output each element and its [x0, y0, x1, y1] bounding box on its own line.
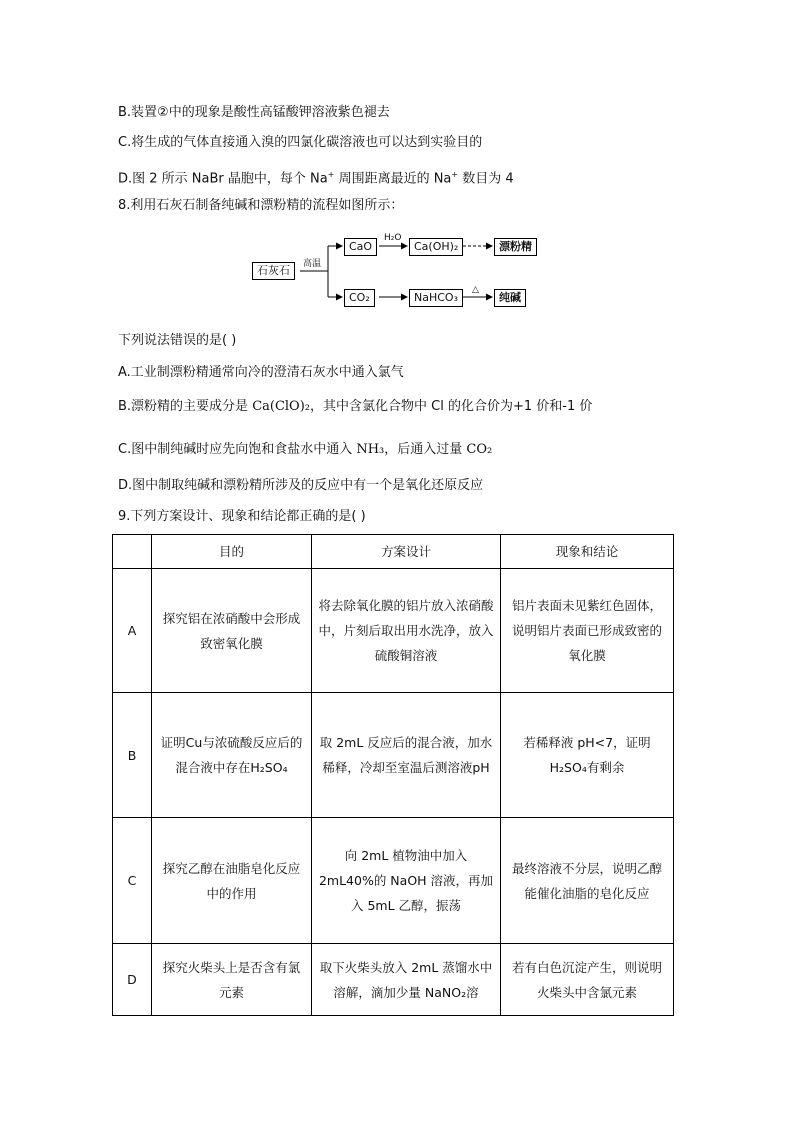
- flow-diagram-arrows: [0, 0, 794, 320]
- q8-stem: 8.利用石灰石制备纯碱和漂粉精的流程如图所示：: [118, 198, 404, 213]
- row-result: 最终溶液不分层，说明乙醇能催化油脂的皂化反应: [501, 818, 674, 944]
- row-result: 若有白色沉淀产生，则说明火柴头中含氯元素: [501, 944, 674, 1016]
- table-row: [113, 818, 674, 944]
- flow-node-co2: CO₂: [344, 289, 375, 307]
- table-header-row: [113, 535, 674, 569]
- row-key: A: [113, 569, 152, 693]
- row-key: B: [113, 693, 152, 818]
- q9-table: [112, 534, 674, 1016]
- flow-node-bleach-powder: 漂粉精: [494, 238, 537, 256]
- flow-label-heat: △: [472, 285, 479, 295]
- table-row: [113, 693, 674, 818]
- table-row: [113, 944, 674, 1016]
- row-purpose: 探究铝在浓硝酸中会形成致密氧化膜: [152, 569, 312, 693]
- q7-option-d: D.图 2 所示 NaBr 晶胞中，每个 Na+ 周围距离最近的 Na+ 数目为 4: [118, 170, 514, 187]
- row-design: 取 2mL 反应后的混合液，加水稀释，冷却至室温后测溶液pH: [312, 693, 501, 818]
- q8-option-c: C.图中制纯碱时应先向饱和食盐水中通入 NH₃，后通入过量 CO₂: [118, 442, 493, 457]
- header-purpose: 目的: [152, 535, 312, 569]
- flow-node-cao: CaO: [344, 238, 377, 256]
- row-purpose: 探究乙醇在油脂皂化反应中的作用: [152, 818, 312, 944]
- row-key: D: [113, 944, 152, 1016]
- row-result: 铝片表面未见紫红色固体，说明铝片表面已形成致密的氧化膜: [501, 569, 674, 693]
- row-design: 取下火柴头放入 2mL 蒸馏水中溶解，滴加少量 NaNO₂溶: [312, 944, 501, 1016]
- table-row: [113, 569, 674, 693]
- header-blank: [113, 535, 152, 569]
- q8-option-a: A.工业制漂粉精通常向冷的澄清石灰水中通入氯气: [118, 365, 404, 380]
- row-design: 将去除氧化膜的铝片放入浓硝酸中，片刻后取出用水洗净，放入硫酸铜溶液: [312, 569, 501, 693]
- row-key: C: [113, 818, 152, 944]
- q8-option-d: D.图中制取纯碱和漂粉精所涉及的反应中有一个是氧化还原反应: [118, 478, 484, 493]
- q9-stem: 9.下列方案设计、现象和结论都正确的是( ): [118, 509, 366, 524]
- flow-label-high-temp: 高温: [303, 259, 322, 269]
- row-purpose: 证明Cu与浓硫酸反应后的混合液中存在H₂SO₄: [152, 693, 312, 818]
- row-result: 若稀释液 pH<7，证明H₂SO₄有剩余: [501, 693, 674, 818]
- q8-option-b: B.漂粉精的主要成分是 Ca(ClO)₂，其中含氯化合物中 Cl 的化合价为+1 价和-1 价: [118, 399, 593, 414]
- header-result: 现象和结论: [501, 535, 674, 569]
- flow-label-water: H₂O: [384, 233, 402, 243]
- flow-node-nahco3: NaHCO₃: [409, 289, 463, 307]
- flow-node-limestone: 石灰石: [252, 262, 295, 280]
- flow-node-soda-ash: 纯碱: [494, 289, 526, 307]
- row-design: 向 2mL 植物油中加入2mL40%的 NaOH 溶液，再加入 5mL 乙醇，振荡: [312, 818, 501, 944]
- flow-node-caoh2: Ca(OH)₂: [409, 238, 463, 256]
- q8-question: 下列说法错误的是( ): [118, 333, 237, 348]
- row-purpose: 探究火柴头上是否含有氯元素: [152, 944, 312, 1016]
- q7-option-b: B.装置②中的现象是酸性高锰酸钾溶液紫色褪去: [118, 105, 390, 120]
- header-design: 方案设计: [312, 535, 501, 569]
- q7-option-c: C.将生成的气体直接通入溴的四氯化碳溶液也可以达到实验目的: [118, 135, 483, 150]
